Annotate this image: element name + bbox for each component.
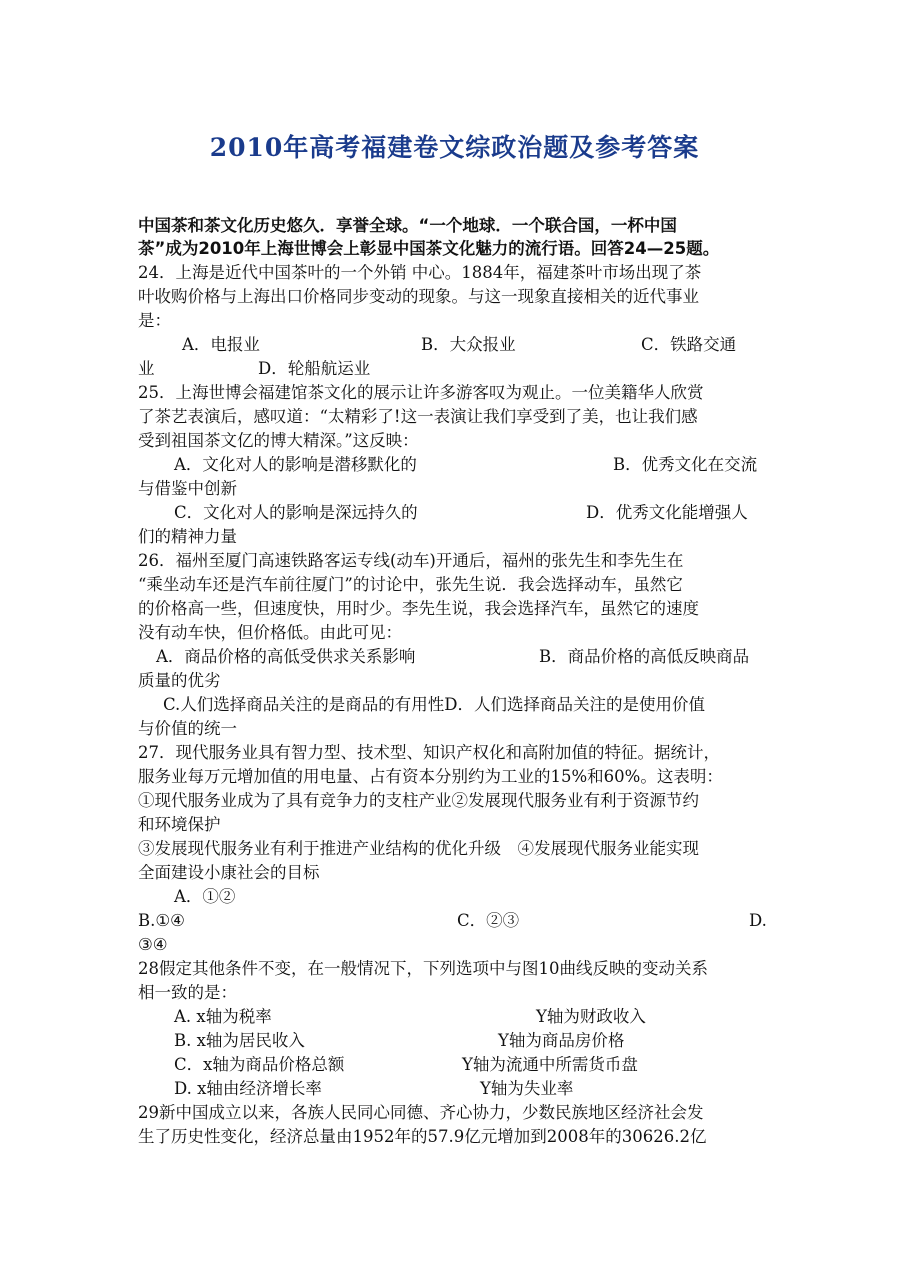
q25-stem-2: 了茶艺表演后，感叹道：“太精彩了!这一表演让我们享受到了美，也让我们感 xyxy=(138,407,698,426)
page-title: 2010年高考福建卷文综政治题及参考答案 xyxy=(209,133,700,162)
q27-option-d: D. xyxy=(749,911,767,930)
q29-stem-2: 生了历史性变化，经济总量由1952年的57.9亿元增加到2008年的30626.2亿 xyxy=(138,1127,707,1146)
q25-option-a: A．文化对人的影响是潜移默化的 xyxy=(174,455,417,474)
q28-option-d-x: D. x轴由经济增长率 xyxy=(174,1079,322,1098)
q25-option-c: C．文化对人的影响是深远持久的 xyxy=(174,503,418,522)
q27-stem-5: ③发展现代服务业有利于推进产业结构的优化升级 ④发展现代服务业能实现 xyxy=(138,839,699,858)
q24-stem-3: 是： xyxy=(138,311,171,330)
q24-option-d: D．轮船航运业 xyxy=(258,359,371,378)
q26-stem-4: 没有动车快，但价格低。由此可见： xyxy=(138,623,402,642)
q27-stem-6: 全面建设小康社会的目标 xyxy=(138,863,320,882)
q25-option-d-wrap: 们的精神力量 xyxy=(138,527,237,546)
q27-option-a: A．①② xyxy=(174,887,236,906)
q26-option-d-wrap: 与价值的统一 xyxy=(138,719,237,738)
q28-stem-2: 相一致的是： xyxy=(138,983,237,1002)
intro-line-1: 中国茶和茶文化历史悠久．享誉全球。“一个地球．一个联合国，一杯中国 xyxy=(138,216,677,235)
q27-option-c: C．②③ xyxy=(457,911,520,930)
q26-option-a: A．商品价格的高低受供求关系影响 xyxy=(156,647,416,666)
q28-option-a-y: Y轴为财政收入 xyxy=(536,1007,646,1026)
q28-option-c-y: Y轴为流通中所需货币盘 xyxy=(462,1055,638,1074)
q25-option-b-wrap: 与借鉴中创新 xyxy=(138,479,237,498)
q24-stem-2: 叶收购价格与上海出口价格同步变动的现象。与这一现象直接相关的近代事业 xyxy=(138,287,699,306)
q27-stem-4: 和环境保护 xyxy=(138,815,221,834)
q27-stem-2: 服务业每万元增加值的用电量、占有资本分别约为工业的15%和60%。这表明： xyxy=(138,767,723,786)
q27-option-d-wrap: ③④ xyxy=(138,935,168,954)
q26-option-b-wrap: 质量的优劣 xyxy=(138,671,221,690)
q29-stem-1: 29新中国成立以来，各族人民同心同德、齐心协力，少数民族地区经济社会发 xyxy=(138,1103,704,1122)
q24-option-c-wrap: 业 xyxy=(138,359,155,378)
q26-stem-2: “乘坐动车还是汽车前往厦门”的讨论中，张先生说．我会选择动车，虽然它 xyxy=(138,575,683,594)
q26-option-c-d: C.人们选择商品关注的是商品的有用性D．人们选择商品关注的是使用价值 xyxy=(163,695,706,714)
q28-option-c-x: C．x轴为商品价格总额 xyxy=(174,1055,345,1074)
q26-stem-3: 的价格高一些，但速度快，用时少。李先生说，我会选择汽车，虽然它的速度 xyxy=(138,599,699,618)
q25-stem-3: 受到祖国茶文亿的博大精深。”这反映： xyxy=(138,431,419,450)
q24-stem-1: 24．上海是近代中国茶叶的一个外销 中心。1884年，福建茶叶市场出现了茶 xyxy=(138,263,702,282)
q28-option-a-x: A. x轴为税率 xyxy=(174,1007,272,1026)
q25-option-d: D．优秀文化能增强人 xyxy=(586,503,748,522)
q28-stem-1: 28假定其他条件不变，在一般情况下，下列选项中与图10曲线反映的变动关系 xyxy=(138,959,708,978)
q24-option-b: B．大众报业 xyxy=(421,335,516,354)
q26-stem-1: 26．福州至厦门高速铁路客运专线(动车)开通后，福州的张先生和李先生在 xyxy=(138,551,684,570)
q27-stem-3: ①现代服务业成为了具有竞争力的支柱产业②发展现代服务业有利于资源节约 xyxy=(138,791,699,810)
q24-option-a: A．电报业 xyxy=(182,335,260,354)
q24-option-c: C．铁路交通 xyxy=(641,335,737,354)
q28-option-b-y: Y轴为商品房价格 xyxy=(498,1031,625,1050)
intro-line-2: 茶”成为2010年上海世博会上彰显中国茶文化魅力的流行语。回答24—25题。 xyxy=(138,239,720,258)
q25-stem-1: 25．上海世博会福建馆茶文化的展示让许多游客叹为观止。一位美籍华人欣赏 xyxy=(138,383,704,402)
q28-option-b-x: B. x轴为居民收入 xyxy=(174,1031,305,1050)
q27-option-b: B.①④ xyxy=(138,911,185,930)
q27-stem-1: 27．现代服务业具有智力型、技术型、知识产权化和高附加值的特征。据统计， xyxy=(138,743,720,762)
q28-option-d-y: Y轴为失业率 xyxy=(480,1079,574,1098)
q26-option-b: B．商品价格的高低反映商品 xyxy=(539,647,750,666)
q25-option-b: B．优秀文化在交流 xyxy=(613,455,758,474)
